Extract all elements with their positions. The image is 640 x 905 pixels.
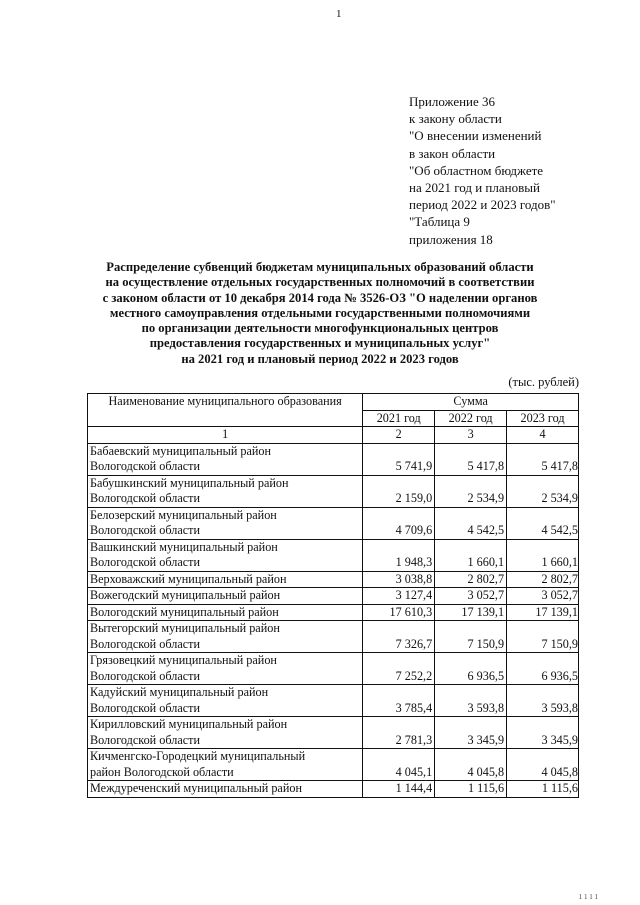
row-municipality-name (88, 653, 363, 685)
name-line: Грязовецкий муниципальный район (90, 653, 277, 667)
row-value-2021: 17 610,3 (363, 604, 435, 621)
row-value-2023: 3 345,9 (507, 717, 579, 749)
row-municipality-name (88, 475, 363, 507)
row-value-2023: 4 542,5 (507, 507, 579, 539)
name-line: Бабаевский муниципальный район (90, 443, 272, 458)
name-line: Вологодской области (90, 700, 200, 715)
row-value-2022: 5 417,8 (435, 443, 507, 475)
header-year-2022: 2022 год (435, 410, 507, 427)
name-line: Вологодской области (90, 459, 200, 473)
title-line: с законом области от 10 декабря 2014 года № 3526-ОЗ "О наделении органов (102, 290, 538, 305)
row-municipality-name (88, 571, 363, 588)
appendix-line: в закон области (409, 145, 496, 161)
row-value-2021: 5 741,9 (363, 443, 435, 475)
row-municipality-name (88, 621, 363, 653)
row-value-2023: 17 139,1 (507, 604, 579, 621)
col-number-1: 1 (88, 427, 363, 444)
title-line: предоставления государственных и муниципальных услуг" (149, 336, 491, 351)
name-line: Вашкинский муниципальный район (90, 539, 278, 554)
row-value-2021: 2 781,3 (363, 717, 435, 749)
row-value-2023: 2 534,9 (507, 475, 579, 507)
row-municipality-name (88, 507, 363, 539)
row-municipality-name (88, 604, 363, 621)
row-municipality-name (88, 781, 363, 798)
units-label: (тыс. рублей) (508, 375, 579, 389)
table-row (88, 781, 579, 798)
appendix-line: к закону области (409, 111, 502, 127)
name-line: Вытегорский муниципальный район (90, 621, 280, 635)
name-line: Белозерский муниципальный район (90, 507, 277, 522)
row-value-2021: 3 127,4 (363, 588, 435, 605)
name-line: Кичменгско-Городецкий муниципальный (90, 749, 306, 763)
row-value-2022: 3 593,8 (435, 685, 507, 717)
table-row (88, 621, 579, 653)
row-value-2023: 7 150,9 (507, 621, 579, 653)
name-line: Междуреченский муниципальный район (90, 781, 302, 795)
row-value-2022: 4 045,8 (435, 749, 507, 781)
header-year-2023: 2023 год (507, 410, 579, 427)
title-line: местного самоуправления отдельными государственными полномочиями (109, 305, 531, 320)
table-row (88, 588, 579, 605)
appendix-line: "Об областном бюджете (409, 162, 544, 178)
document-title (60, 260, 580, 367)
row-value-2022: 4 542,5 (435, 507, 507, 539)
name-line: Вологодской области (90, 732, 200, 747)
name-line: Вологодской области (90, 555, 200, 569)
row-value-2021: 3 785,4 (363, 685, 435, 717)
table-row (88, 685, 579, 717)
title-line: Распределение субвенций бюджетам муниципальных образований области (106, 260, 534, 274)
table-row (88, 539, 579, 571)
row-value-2023: 5 417,8 (507, 443, 579, 475)
row-value-2022: 2 534,9 (435, 475, 507, 507)
row-value-2021: 1 948,3 (363, 539, 435, 571)
appendix-line: приложения 18 (409, 231, 493, 247)
appendix-line: "Таблица 9 (409, 214, 470, 230)
row-value-2021: 2 159,0 (363, 475, 435, 507)
title-line: на осуществление отдельных государственных полномочий в соответствии (105, 275, 535, 290)
header-sum: Сумма (363, 394, 579, 411)
row-value-2021: 3 038,8 (363, 571, 435, 588)
subsidy-table (87, 393, 579, 798)
row-value-2022: 6 936,5 (435, 653, 507, 685)
row-value-2021: 7 252,2 (363, 653, 435, 685)
table-row (88, 653, 579, 685)
table-row (88, 749, 579, 781)
row-value-2022: 17 139,1 (435, 604, 507, 621)
row-value-2023: 1 660,1 (507, 539, 579, 571)
appendix-line: "О внесении изменений (409, 128, 542, 144)
row-value-2023: 4 045,8 (507, 749, 579, 781)
title-line: на 2021 год и плановый период 2022 и 2023 годов (181, 351, 459, 366)
name-line: Бабушкинский муниципальный район (90, 475, 289, 490)
row-municipality-name (88, 685, 363, 717)
name-line: Вологодской области (90, 491, 200, 505)
col-number-2: 2 (363, 427, 435, 444)
col-number-3: 3 (435, 427, 507, 444)
name-line: Вологодской области (90, 523, 200, 537)
header-name: Наименование муниципального образования (88, 394, 363, 427)
row-value-2022: 3 345,9 (435, 717, 507, 749)
name-line: Кадуйский муниципальный район (90, 685, 269, 699)
appendix-line: период 2022 и 2023 годов" (409, 197, 556, 213)
name-line: Вологодской области (90, 668, 200, 683)
row-municipality-name (88, 443, 363, 475)
name-line: Вологодский муниципальный район (90, 604, 279, 619)
title-line: по организации деятельности многофункциональных центров (141, 321, 499, 336)
table-row (88, 604, 579, 621)
footer-mark: 1111 (578, 893, 600, 901)
table-row (88, 717, 579, 749)
appendix-line: на 2021 год и плановый (409, 180, 540, 196)
row-municipality-name (88, 539, 363, 571)
table-row (88, 507, 579, 539)
row-value-2023: 1 115,6 (507, 781, 579, 798)
row-value-2023: 3 052,7 (507, 588, 579, 605)
row-value-2021: 1 144,4 (363, 781, 435, 798)
name-line: Вологодской области (90, 636, 200, 651)
row-value-2022: 7 150,9 (435, 621, 507, 653)
row-value-2023: 2 802,7 (507, 571, 579, 588)
row-value-2021: 4 709,6 (363, 507, 435, 539)
table-body (88, 443, 579, 797)
row-value-2022: 1 660,1 (435, 539, 507, 571)
col-number-4: 4 (507, 427, 579, 444)
row-value-2023: 3 593,8 (507, 685, 579, 717)
row-value-2021: 4 045,1 (363, 749, 435, 781)
name-line: Кирилловский муниципальный район (90, 717, 288, 731)
appendix-block (409, 93, 609, 248)
row-value-2021: 7 326,7 (363, 621, 435, 653)
row-municipality-name (88, 717, 363, 749)
row-municipality-name (88, 749, 363, 781)
name-line: район Вологодской области (90, 764, 234, 779)
table-row (88, 443, 579, 475)
table-row (88, 475, 579, 507)
row-value-2022: 2 802,7 (435, 571, 507, 588)
row-value-2022: 1 115,6 (435, 781, 507, 798)
header-year-2021: 2021 год (363, 410, 435, 427)
row-value-2022: 3 052,7 (435, 588, 507, 605)
appendix-line: Приложение 36 (409, 94, 496, 109)
row-municipality-name (88, 588, 363, 605)
name-line: Верховажский муниципальный район (90, 571, 287, 586)
name-line: Вожегодский муниципальный район (90, 588, 281, 602)
table-row (88, 571, 579, 588)
page-number: 1 (336, 8, 342, 20)
row-value-2023: 6 936,5 (507, 653, 579, 685)
